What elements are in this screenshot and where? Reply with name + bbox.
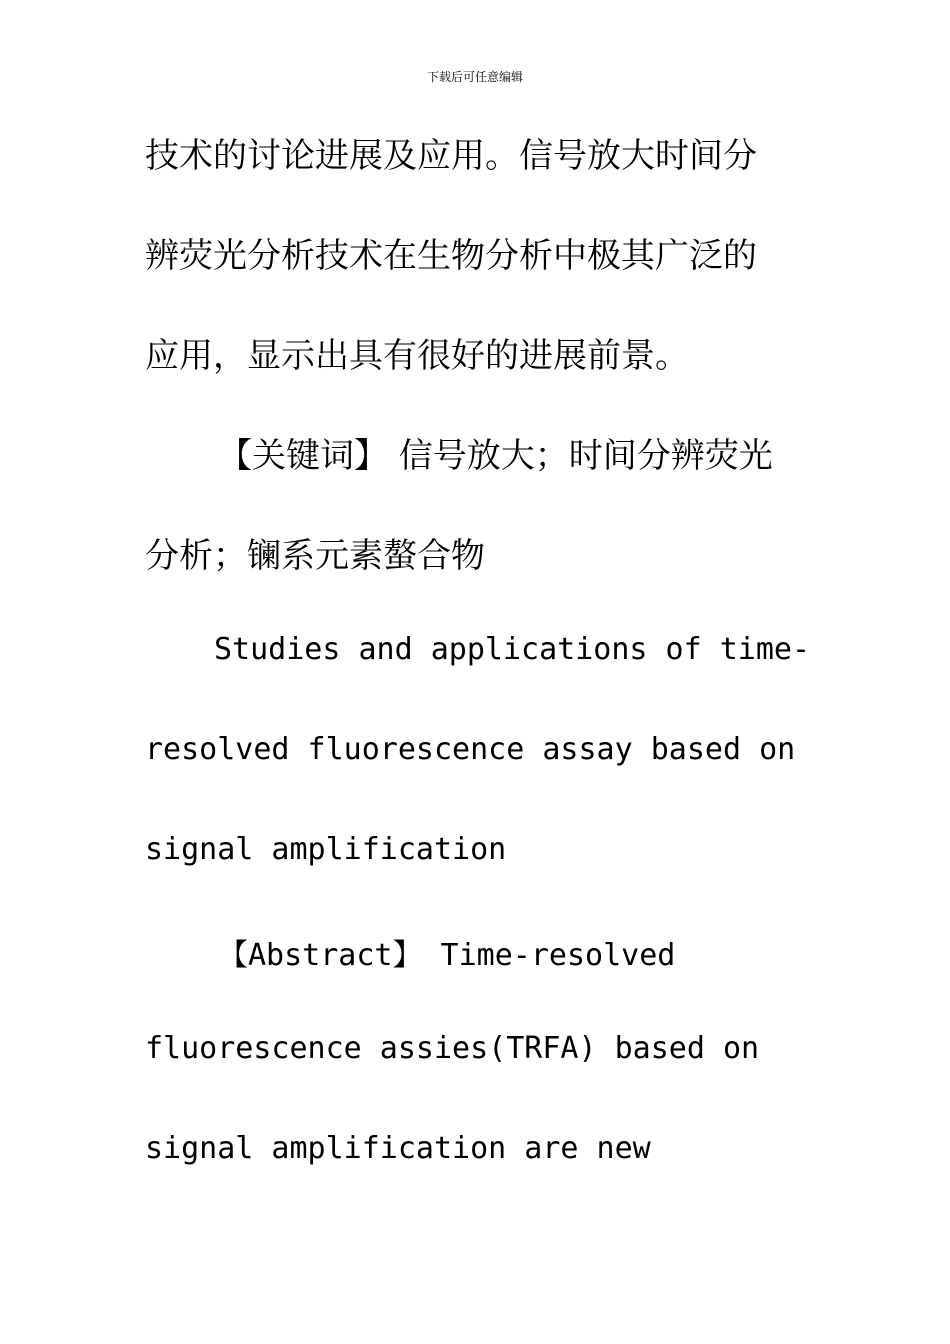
keywords-cn-line-1: 【关键词】 信号放大；时间分辨荧光 — [218, 436, 773, 476]
english-title-line-3: signal amplification — [145, 832, 507, 867]
abstract-en-line-3: signal amplification are new — [145, 1131, 651, 1166]
abstract-en-line-1: 【Abstract】 Time-resolved — [218, 938, 676, 973]
abstract-en-line-2: fluorescence assies(TRFA) based on — [145, 1031, 760, 1066]
abstract-cn-line-3: 应用，显示出具有很好的进展前景。 — [145, 336, 689, 376]
abstract-cn-line-1: 技术的讨论进展及应用。信号放大时间分 — [145, 136, 757, 176]
english-title-line-2: resolved fluorescence assay based on — [145, 732, 796, 767]
abstract-cn-line-2: 辨荧光分析技术在生物分析中极其广泛的 — [145, 236, 757, 276]
keywords-cn-line-2: 分析；镧系元素螯合物 — [145, 536, 485, 576]
page-header-note: 下载后可任意编辑 — [426, 70, 523, 84]
english-title-line-1: Studies and applications of time- — [214, 632, 811, 667]
